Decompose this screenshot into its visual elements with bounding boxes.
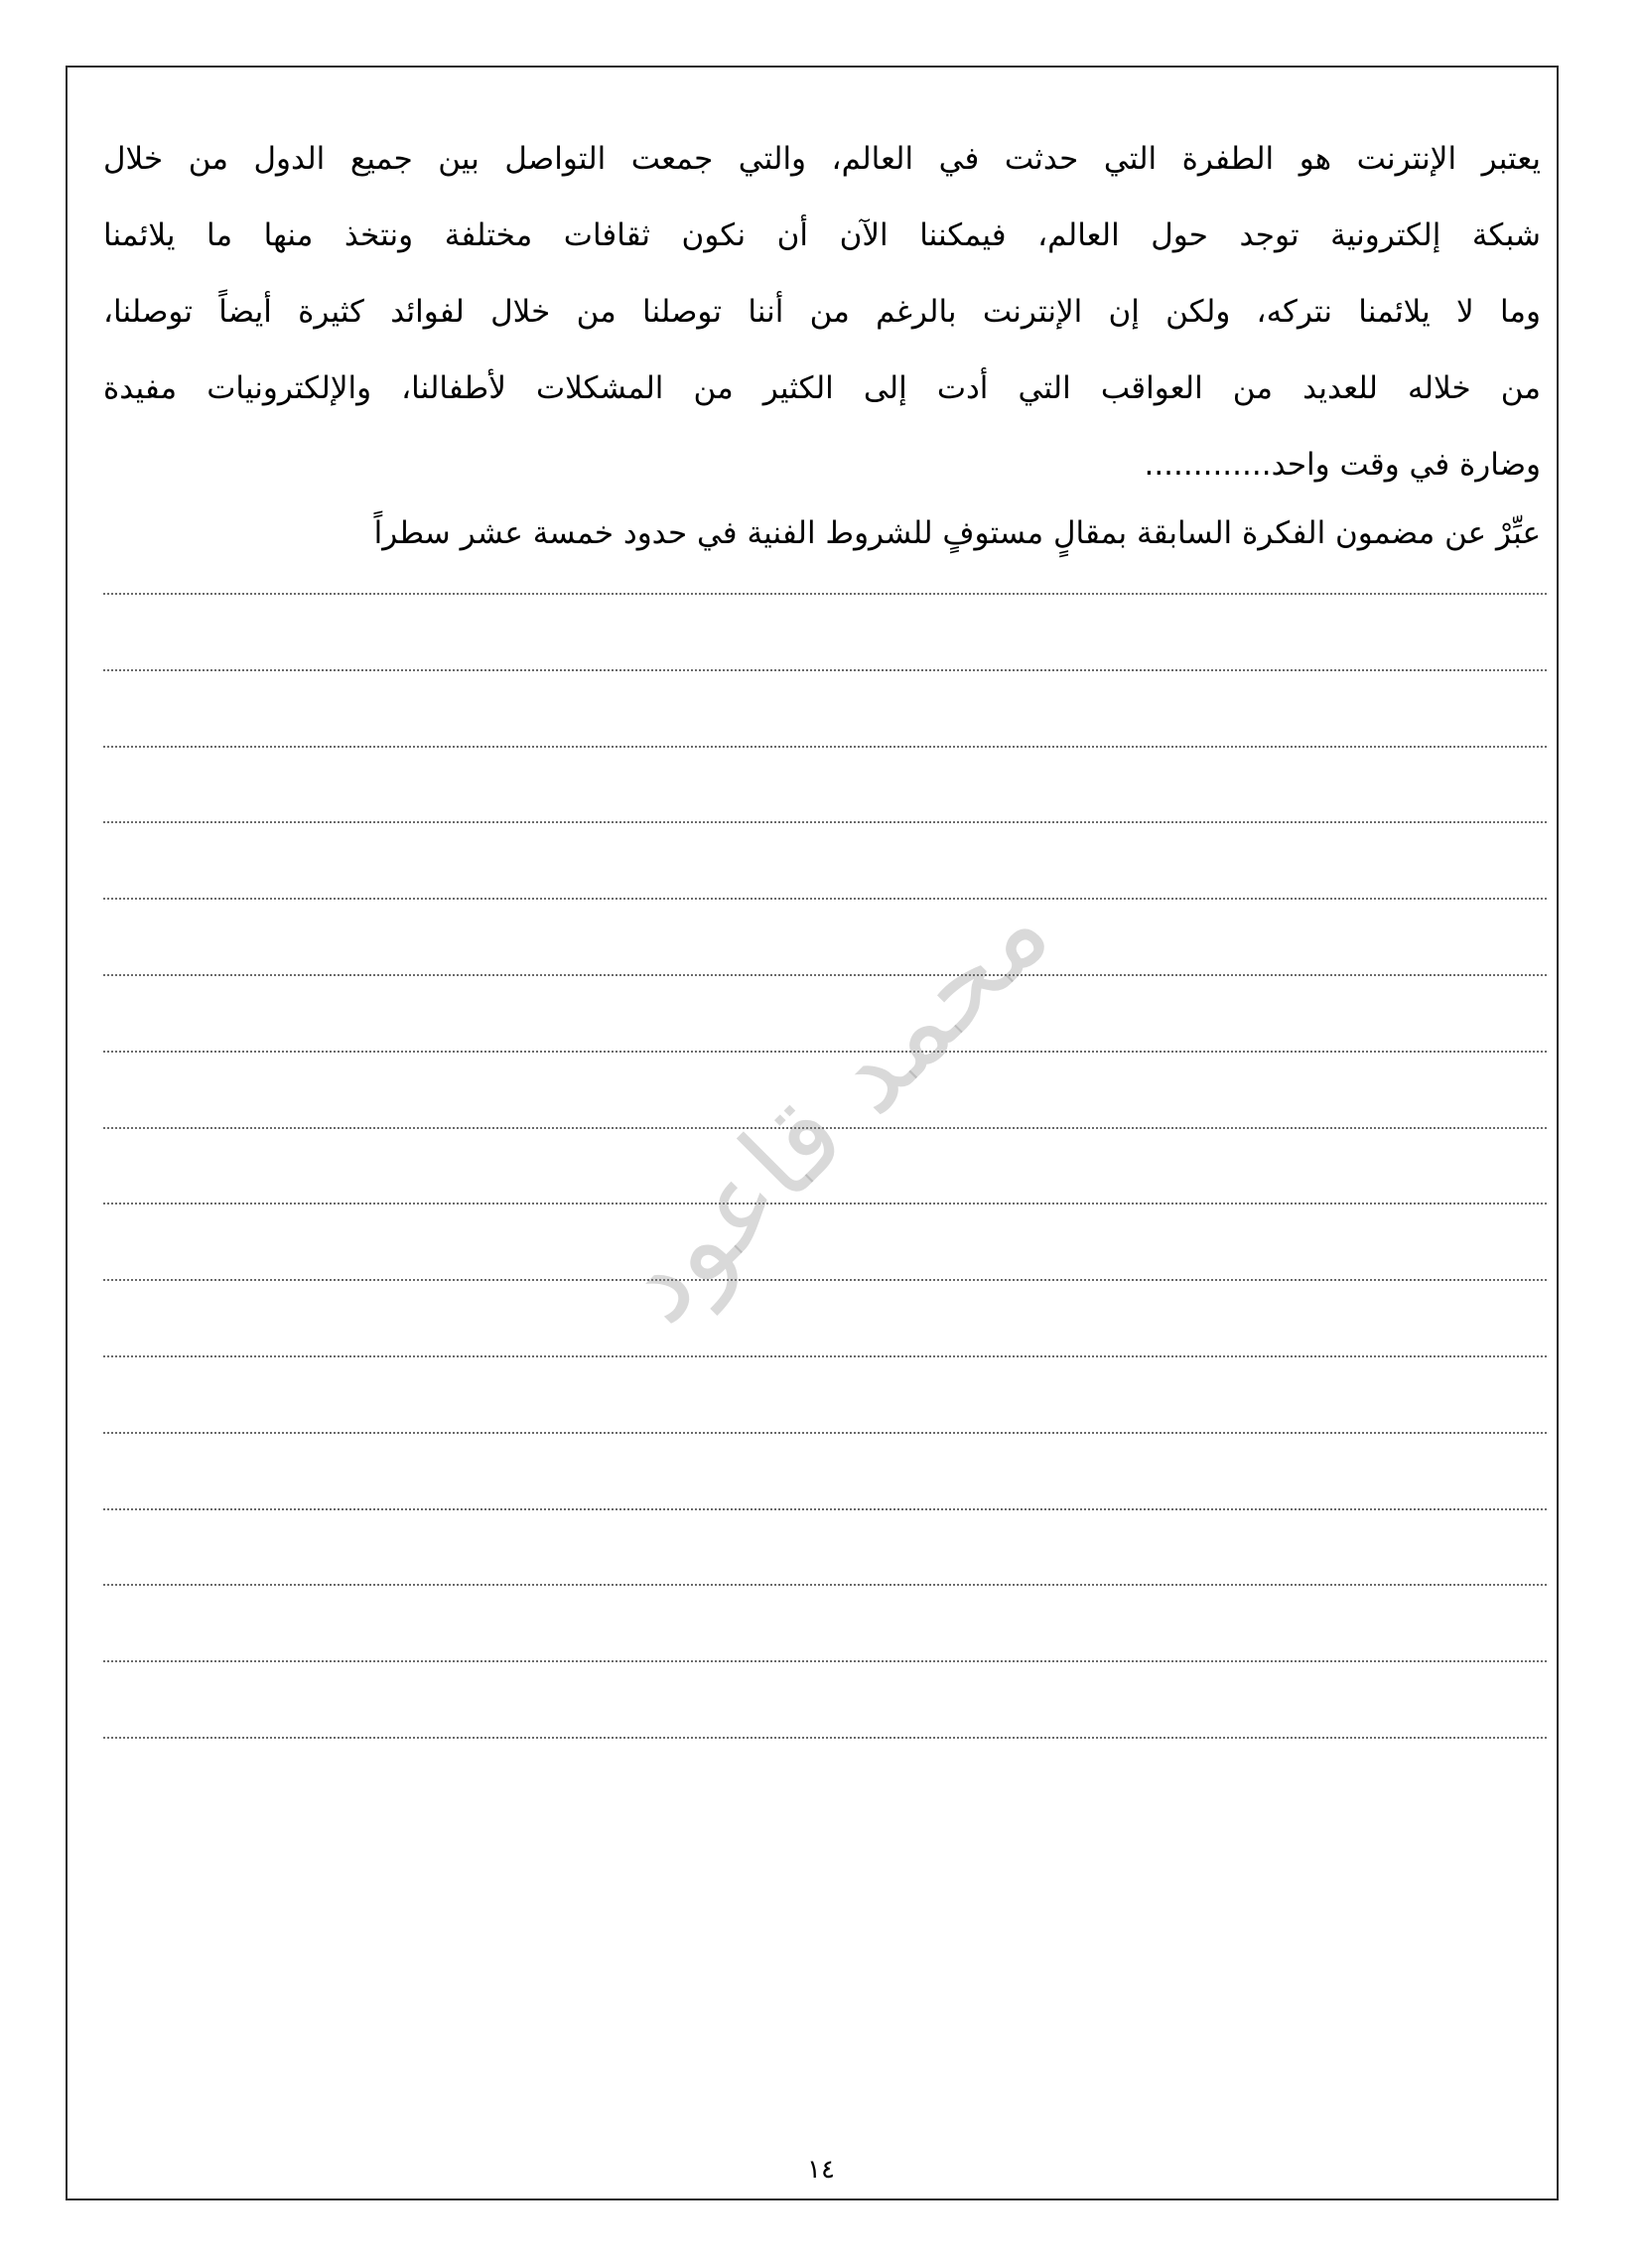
writing-lines-area[interactable]: [103, 593, 1547, 1813]
passage-line-5: وضارة في وقت واحد.............: [1144, 447, 1541, 483]
writing-line[interactable]: [103, 1203, 1547, 1279]
writing-line[interactable]: [103, 1051, 1547, 1127]
passage-line-1: يعتبر الإنترنت هو الطفرة التي حدثت في العالم، والتي جمعت التواصل بين جميع الدول من خلال: [103, 141, 1541, 177]
writing-line[interactable]: [103, 1508, 1547, 1585]
passage-line-3: وما لا يلائمنا نتركه، ولكن إن الإنترنت بالرغم من أننا توصلنا من خلال لفوائد كثيرة أيضاً توصلنا،: [103, 294, 1541, 330]
writing-line[interactable]: [103, 1127, 1547, 1204]
writing-line[interactable]: [103, 593, 1547, 669]
writing-line[interactable]: [103, 669, 1547, 746]
writing-line[interactable]: [103, 1737, 1547, 1813]
writing-line[interactable]: [103, 974, 1547, 1051]
passage-line-2: شبكة إلكترونية توجد حول العالم، فيمكننا الآن أن نكون ثقافات مختلفة ونتخذ منها ما يلائمنا: [103, 217, 1541, 253]
page-number: ١٤: [807, 2155, 835, 2185]
writing-line[interactable]: [103, 1279, 1547, 1355]
writing-line[interactable]: [103, 898, 1547, 974]
writing-instruction: عبِّرْ عن مضمون الفكرة السابقة بمقالٍ مستوفٍ للشروط الفنية في حدود خمسة عشر سطراً: [373, 515, 1541, 551]
writing-line[interactable]: [103, 1432, 1547, 1508]
passage-line-4: من خلاله للعديد من العواقب التي أدت إلى الكثير من المشكلات لأطفالنا، والإلكترونيات مفيدة: [103, 370, 1541, 406]
writing-line[interactable]: [103, 1584, 1547, 1660]
writing-line[interactable]: [103, 1660, 1547, 1737]
writing-line[interactable]: [103, 821, 1547, 898]
writing-line[interactable]: [103, 1355, 1547, 1432]
reading-passage: [103, 121, 1541, 503]
writing-line[interactable]: [103, 746, 1547, 822]
watermark: محمد قاعود: [594, 867, 1074, 1347]
